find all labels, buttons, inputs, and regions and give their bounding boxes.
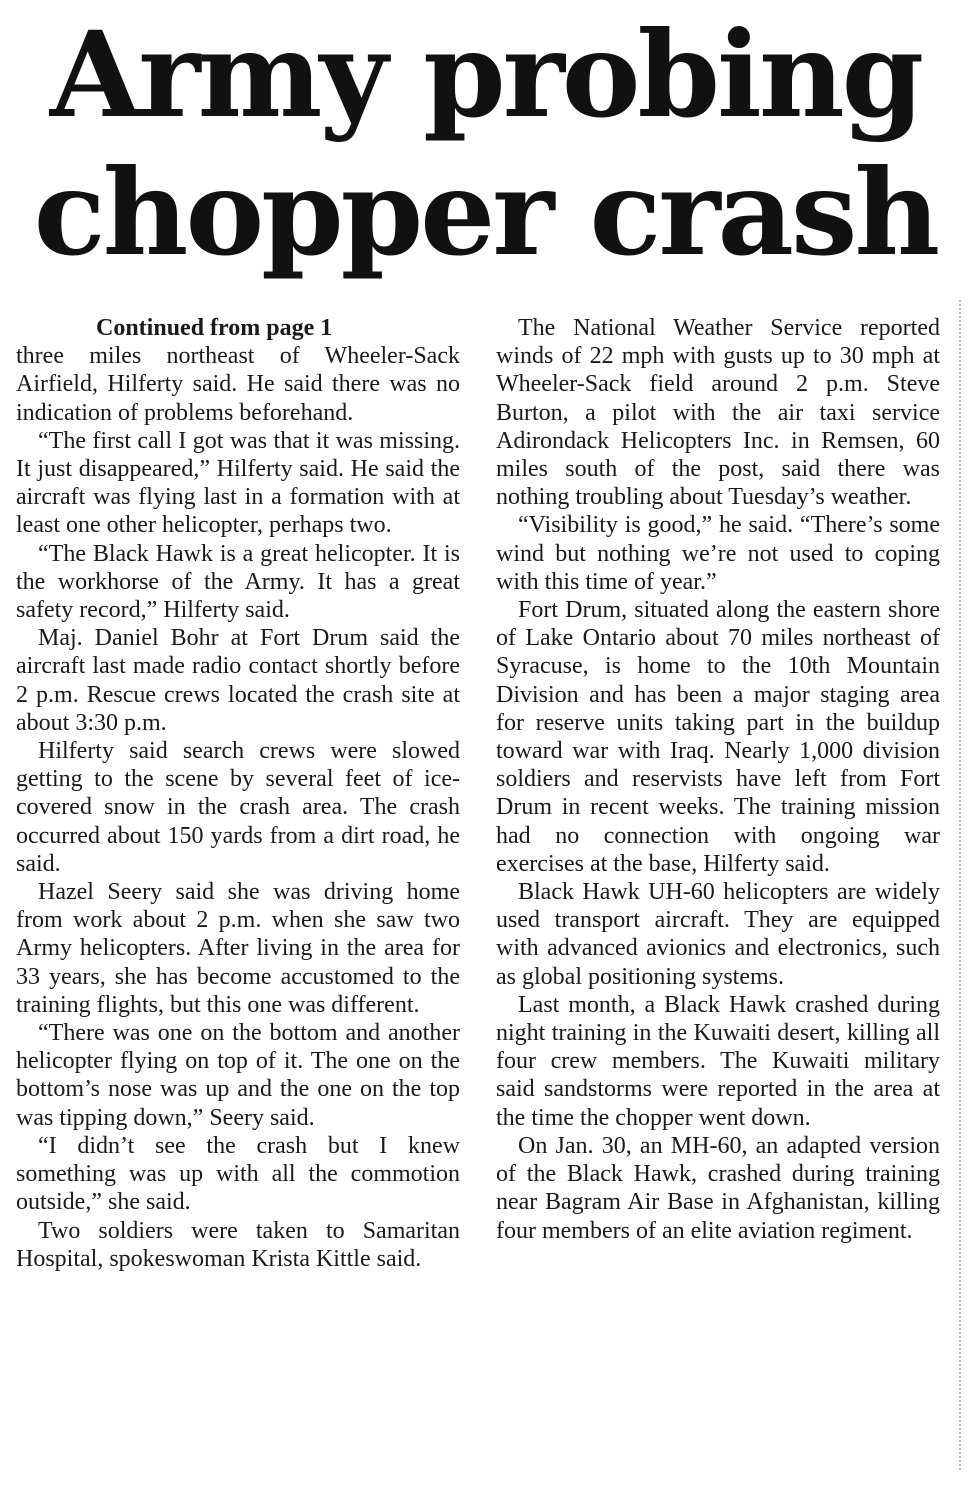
paragraph: Hilferty said search crews were slowed getting to the scene by several feet of ice-covered snow in the crash area. The crash occurred about 150 yards from a dirt road, he said.: [16, 738, 460, 877]
paragraph: Hazel Seery said she was driving home from work about 2 p.m. when she saw two Army helicopters. After living in the area for 33 years, she has become accustomed to the training flights, but this one was different.: [16, 879, 460, 1018]
headline-line-2: chopper crash: [33, 143, 938, 282]
paragraph: “There was one on the bottom and another helicopter flying on top of it. The one on the bottom’s nose was up and the one on the top was tipping down,” Seery said.: [16, 1020, 460, 1131]
paragraph: On Jan. 30, an MH-60, an adapted version of the Black Hawk, crashed during training near Bagram Air Base in Afghanistan, killing four members of an elite aviation regiment.: [496, 1132, 940, 1244]
paragraph: Black Hawk UH-60 helicopters are widely used transport aircraft. They are equipped with advanced avionics and electronics, such as global positioning systems.: [496, 879, 940, 990]
paragraph: “The Black Hawk is a great helicopter. It is the workhorse of the Army. It has a great safety record,” Hilferty said.: [16, 540, 460, 624]
paragraph: Maj. Daniel Bohr at Fort Drum said the aircraft last made radio contact shortly before 2 p.m. Rescue crews located the crash site at about 3:30 p.m.: [16, 625, 460, 736]
paragraph: Last month, a Black Hawk crashed during night training in the Kuwaiti desert, killing all four crew members. The Kuwaiti military said sandstorms were reported in the area at the time the chopper went down.: [496, 991, 940, 1131]
paragraph: The National Weather Service reported winds of 22 mph with gusts up to 30 mph at Wheeler-Sack field around 2 p.m. Steve Burton, a pilot with the air taxi service Adirondack Helicopters Inc. in Remsen, 60 miles south of the post, said there was nothing troubling about Tuesday’s weather.: [496, 315, 940, 511]
headline-line-1: Army probing: [49, 5, 922, 144]
headline: [0, 6, 971, 282]
paragraph: Fort Drum, situated along the eastern shore of Lake Ontario about 70 miles northeast of Syracuse, is home to the 10th Mountain Division and has been a major staging area for reserve units taking part in the buildup toward war with Iraq. Nearly 1,000 division soldiers and reservists have left from Fort Drum in recent weeks. The training mission had no connection with ongoing war exercises at the base, Hilferty said.: [496, 597, 940, 877]
scan-edge-artifact: [955, 300, 961, 1470]
paragraph: “I didn’t see the crash but I knew something was up with all the commotion outside,” she said.: [16, 1132, 460, 1216]
paragraph: Two soldiers were taken to Samaritan Hospital, spokeswoman Krista Kittle said.: [16, 1217, 460, 1272]
article-column-left: [16, 314, 460, 1273]
paragraph: “Visibility is good,” he said. “There’s some wind but nothing we’re not used to coping with this time of year.”: [496, 512, 940, 595]
paragraph: three miles northeast of Wheeler-Sack Airfield, Hilferty said. He said there was no indication of problems beforehand.: [16, 343, 460, 426]
paragraph: “The first call I got was that it was missing. It just disappeared,” Hilferty said. He said the aircraft was flying last in a formation with at least one other helicopter, perhaps two.: [16, 427, 460, 539]
jump-line: Continued from page 1: [96, 315, 333, 341]
article-column-right: [496, 314, 940, 1245]
